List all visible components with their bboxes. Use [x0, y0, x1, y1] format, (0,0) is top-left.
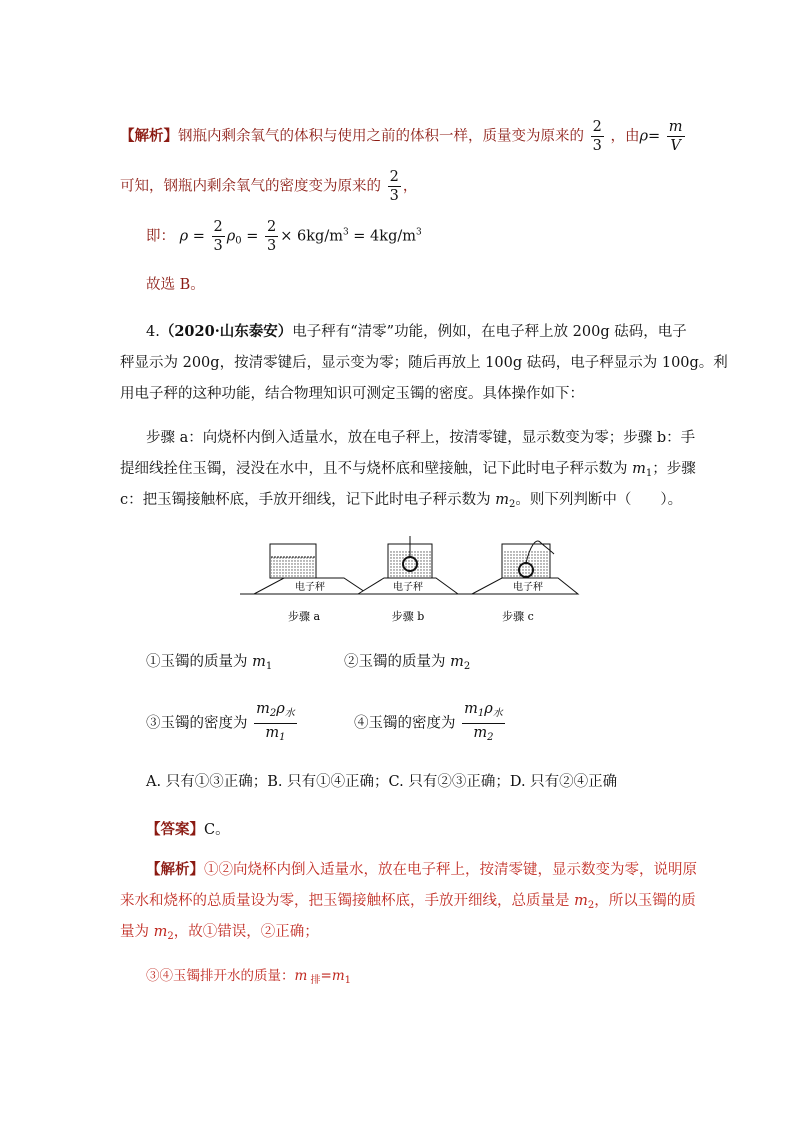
answer-line — [146, 820, 230, 840]
analysis2-line4: ③④玉镯排开水的质量：m $_排=m_1$ — [146, 968, 351, 986]
option-2: ②玉镯的质量为 $m_2$ — [344, 654, 471, 672]
rho-symbol: ρ= — [639, 128, 661, 145]
scale-label: 电子秤 — [295, 582, 325, 593]
question4-line2: 秤显示为 200g，按清零键后，显示变为零；随后再放上 100g 砝码，电子秤显示为 100g。利 — [120, 355, 728, 371]
option-4: ④玉镯的密度为 $\frac{m_1\rho_水}{m_2}$ — [354, 700, 507, 747]
step-label-b: 步骤 b — [391, 610, 425, 623]
density-fraction: $\frac{m_1\rho_水}{m_2}$ — [464, 701, 503, 743]
analysis-tag: 【解析】 — [120, 127, 178, 145]
fraction-two-thirds: $\frac{2}{3}$ — [592, 119, 602, 154]
water — [271, 557, 315, 577]
step-label-c: 步骤 c — [502, 610, 534, 623]
conclusion: 故选 B。 — [146, 277, 205, 293]
fraction-two-thirds: $\frac{2}{3}$ — [389, 169, 399, 204]
scale-a — [254, 544, 368, 594]
option-1: ①玉镯的质量为 $m_1$ — [146, 654, 273, 672]
question4-line1: 4.（2020·山东泰安）电子秤有“清零”功能，例如，在电子秤上放 200g 砝码，电子 — [146, 323, 687, 340]
analysis2-line1: 【解析】①②向烧杯内倒入适量水，放在电子秤上，按清零键，显示数变为零，说明原 — [146, 861, 697, 878]
steps-line3: c：把玉镯接触杯底，手放开细线，记下此时电子秤示数为 $m_2$。则下列判断中（ ）。 — [120, 492, 683, 510]
scale-label: 电子秤 — [393, 582, 423, 593]
scale-c — [472, 541, 578, 594]
question-source: （2020·山东泰安） — [159, 323, 293, 340]
option-3: ③玉镯的密度为 $\frac{m_2\rho_水}{m_1}$ — [146, 700, 299, 747]
experiment-diagram — [240, 536, 580, 628]
answer-tag: 【答案】 — [146, 821, 204, 838]
question4-line3: 用电子秤的这种功能，结合物理知识可测定玉镯的密度。具体操作如下： — [120, 386, 584, 402]
fraction-m-over-v: $\frac{m}{V}$ — [668, 119, 683, 154]
steps-line2: 提细线拴住玉镯，浸没在水中，且不与烧杯底和壁接触，记下此时电子秤示数为 $m_1$；步骤 — [120, 461, 696, 479]
analysis-text: 钢瓶内剩余氧气的体积与使用之前的体积一样，质量变为原来的 — [178, 128, 584, 145]
choices: A. 只有①③正确；B. 只有①④正确；C. 只有②③正确；D. 只有②④正确 — [146, 774, 618, 790]
question-number: 4. — [146, 324, 160, 340]
analysis1-equation: 即： ρ = $\frac{2}{3}$ $\rho_0$ = $\frac{2}{3}$ × $6kg/m^3 = 4kg/m^3$ — [146, 219, 422, 254]
step-label-a: 步骤 a — [287, 610, 321, 623]
analysis2-line2: 来水和烧杯的总质量设为零，把玉镯接触杯底，手放开细线，总质量是 $m_2$，所以玉镯的质 — [120, 893, 696, 911]
scale-label: 电子秤 — [513, 582, 543, 593]
analysis1-line2: 可知，钢瓶内剩余氧气的密度变为原来的 $\frac{2}{3}$ ， — [120, 169, 418, 204]
steps-line1: 步骤 a：向烧杯内倒入适量水，放在电子秤上，按清零键，显示数变为零；步骤 b：手 — [146, 430, 696, 446]
analysis2-line3: 量为 $m_2$，故①错误，②正确； — [120, 924, 319, 942]
density-fraction: $\frac{m_2\rho_水}{m_1}$ — [256, 701, 295, 743]
analysis1-line1: 【解析】钢瓶内剩余氧气的体积与使用之前的体积一样，质量变为原来的 $\frac{2}{3}$ ，由ρ= $\frac{m}{V}$ — [120, 119, 683, 154]
scale-b — [358, 536, 458, 594]
answer-value: C。 — [204, 822, 230, 838]
